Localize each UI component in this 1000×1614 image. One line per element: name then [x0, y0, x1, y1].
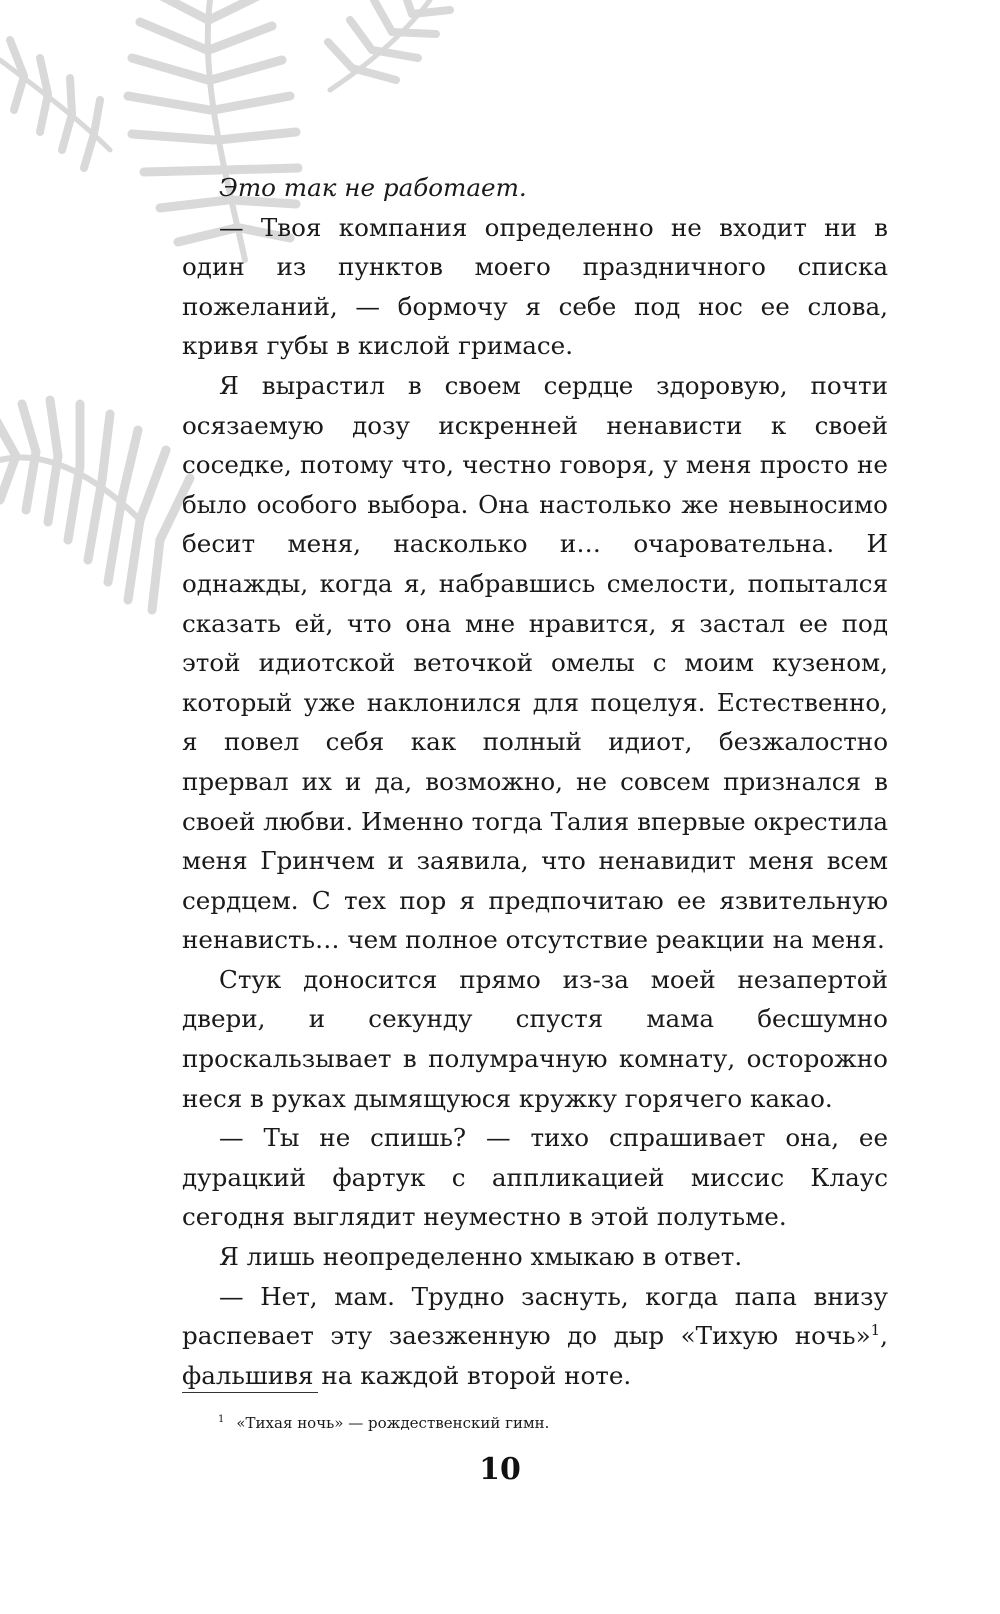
footnote — [218, 1414, 549, 1432]
dialogue-3-start: — Нет, мам. Трудно заснуть, когда папа внизу распевает эту заезженную до дыр «Тихую ночь» — [182, 1281, 888, 1351]
paragraph-narration-2: Стук доносится прямо из-за моей незапертой двери, и секунду спустя мама бесшумно проскальзывает в полумрачную комнату, осторожно неся в руках дымящуюся кружку горячего какао. — [182, 964, 888, 1113]
paragraph-italic-line: Это так не работает. — [219, 173, 527, 202]
paragraph-dialogue-2: — Ты не спишь? — тихо спрашивает она, ее дурацкий фартук с аппликацией миссис Клаус сегодня выглядит неуместно в этой полутьме. — [182, 1123, 888, 1232]
body-text — [182, 168, 888, 1395]
footnote-divider — [182, 1392, 318, 1393]
page-number: 10 — [479, 1452, 521, 1487]
footnote-text: «Тихая ночь» — рождественский гимн. — [236, 1414, 550, 1432]
paragraph-narration-1: Я вырастил в своем сердце здоровую, почти осязаемую дозу искренней ненависти к своей соседке, потому что, честно говоря, у меня просто не было особого выбора. Она настолько же невыносимо бесит меня, насколько и… очаровательна. И однажды, когда я, набравшись смелости, попытался сказать ей, что она мне нравится, я застал ее под этой идиотской веточкой омелы с моим кузеном, который уже наклонился для поцелуя. Естественно, я повел себя как полный идиот, безжалостно прервал их и да, возможно, не совсем признался в своей любви. Именно тогда Талия впервые окрестила меня Гринчем и заявила, что ненавидит меня всем сердцем. С тех пор я предпочитаю ее язвительную ненависть… чем полное отсутствие реакции на меня. — [182, 370, 888, 955]
dialogue-3-end: , фальшивя на каждой второй ноте. — [182, 1321, 888, 1390]
paragraph-narration-3: Я лишь неопределенно хмыкаю в ответ. — [219, 1242, 743, 1272]
paragraph-dialogue-1: — Твоя компания определенно не входит ни в один из пунктов моего праздничного списка пожеланий, — бормочу я себе под нос ее слова, кривя губы в кислой гримасе. — [182, 212, 888, 361]
footnote-number: 1 — [218, 1414, 225, 1425]
paragraph-dialogue-3 — [182, 1277, 888, 1396]
footnote-reference: 1 — [870, 1321, 881, 1340]
